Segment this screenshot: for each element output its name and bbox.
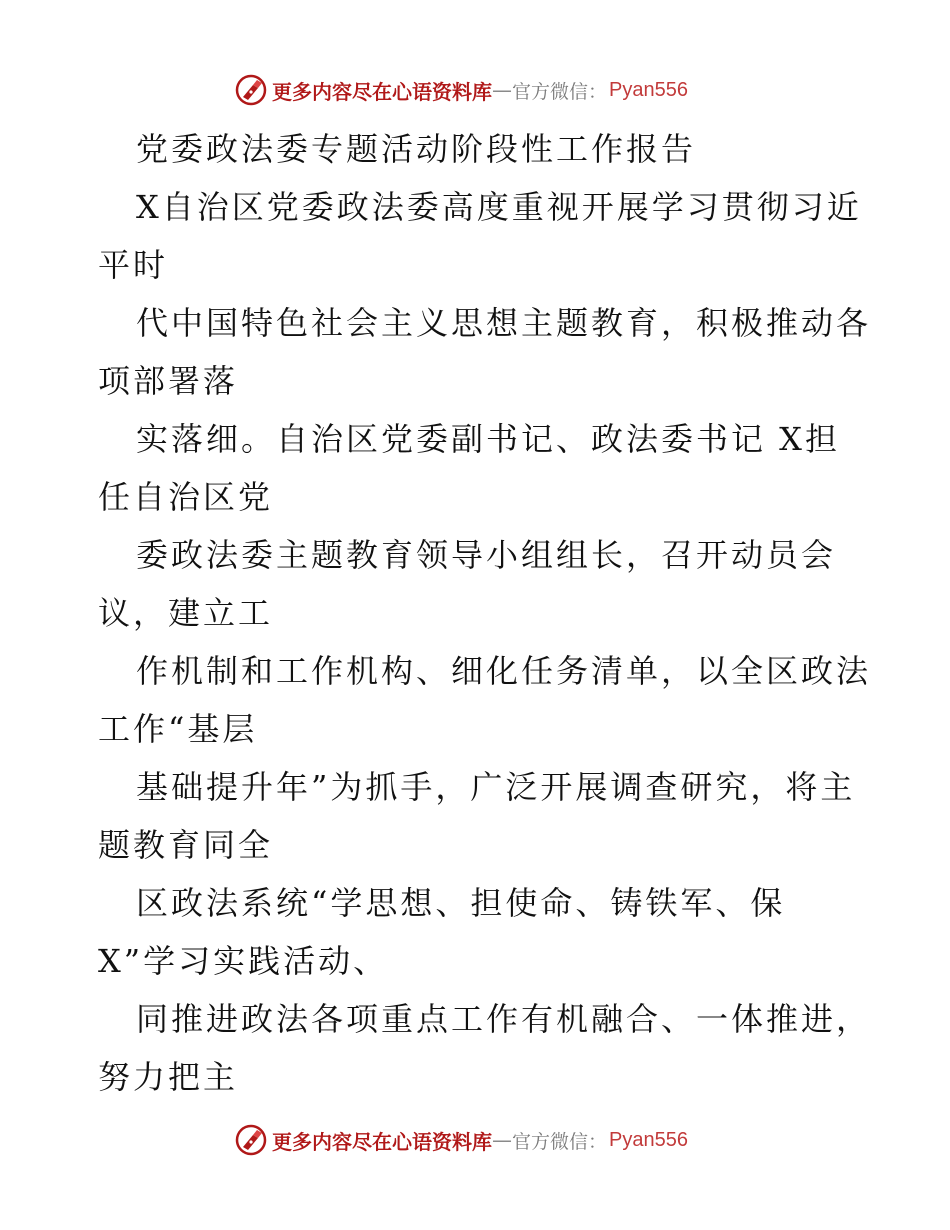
pen-nib-logo-icon	[234, 1123, 268, 1157]
banner-text: 更多内容尽在心语资料库	[272, 79, 492, 104]
wechat-label: 官方微信：	[512, 1130, 608, 1153]
wechat-id: Pyan556	[609, 1128, 688, 1151]
paragraph-line: 工作“基层	[98, 710, 258, 748]
paragraph-line: 实落细。自治区党委副书记、政法委书记 X担	[136, 420, 840, 458]
paragraph-line: X自治区党委政法委高度重视开展学习贯彻习近	[136, 188, 862, 226]
paragraph-line: 项部署落	[98, 362, 239, 400]
paragraph-line: 区政法系统“学思想、担使命、铸铁军、保	[136, 884, 786, 922]
footer-banner	[0, 1120, 950, 1160]
paragraph-line: 议，建立工	[98, 594, 274, 632]
paragraph-line: 题教育同全	[98, 826, 274, 864]
wechat-label: 官方微信：	[512, 80, 608, 103]
pen-nib-logo-icon	[234, 73, 268, 107]
paragraph-line: 平时	[98, 246, 169, 284]
header-banner	[0, 70, 950, 110]
wechat-id: Pyan556	[609, 78, 688, 101]
paragraph-line: X”学习实践活动、	[98, 942, 389, 980]
document-body	[98, 120, 878, 1106]
banner-separator: —	[492, 1128, 512, 1152]
paragraph-line: 代中国特色社会主义思想主题教育，积极推动各	[136, 304, 872, 342]
paragraph-line: 委政法委主题教育领导小组组长，召开动员会	[136, 536, 837, 574]
paragraph-line: 作机制和工作机构、细化任务清单，以全区政法	[136, 652, 872, 690]
paragraph-line: 基础提升年”为抓手，广泛开展调查研究，将主	[136, 768, 856, 806]
banner-text: 更多内容尽在心语资料库	[272, 1129, 492, 1154]
paragraph-line: 同推进政法各项重点工作有机融合、一体推进，	[136, 1000, 872, 1038]
paragraph-line: 任自治区党	[98, 478, 274, 516]
document-title: 党委政法委专题活动阶段性工作报告	[136, 130, 697, 168]
banner-separator: —	[492, 78, 512, 102]
paragraph-line: 努力把主	[98, 1058, 239, 1096]
